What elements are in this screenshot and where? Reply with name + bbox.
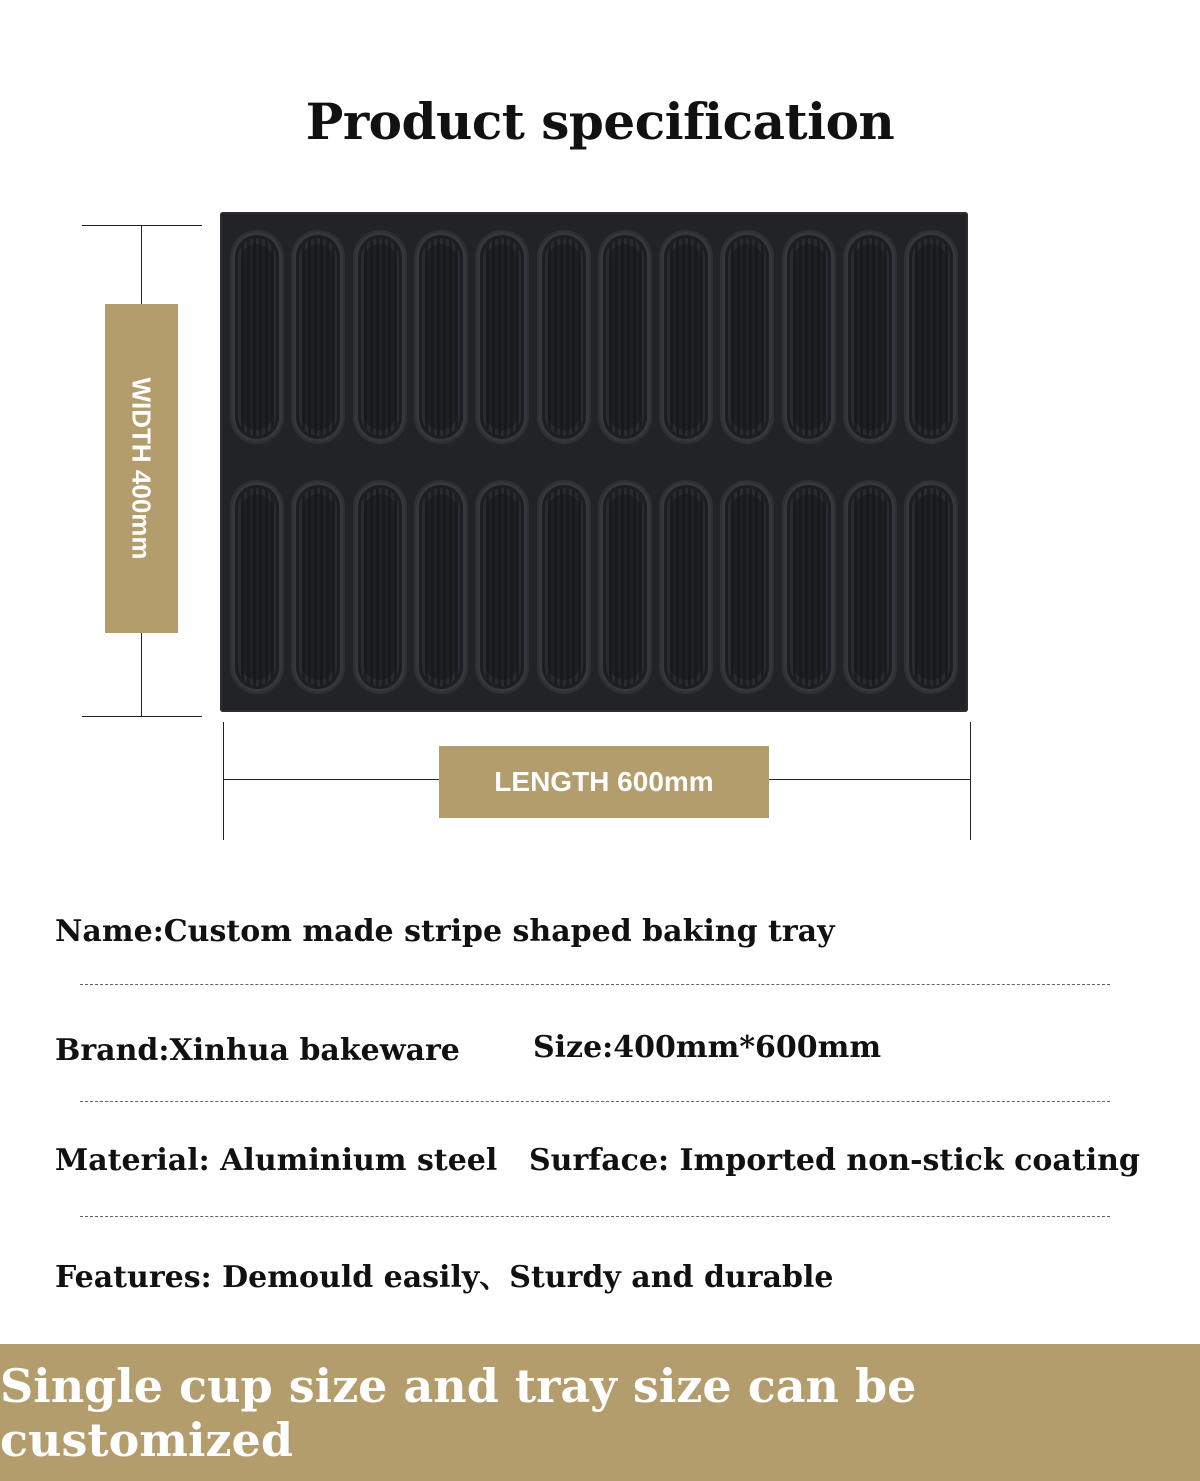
tray-cup <box>722 232 772 442</box>
tray-cup <box>906 232 956 442</box>
length-label: LENGTH 600mm <box>439 746 769 818</box>
tray-cup <box>416 482 466 692</box>
tray-cup <box>845 482 895 692</box>
spec-brand: Brand:Xinhua bakeware <box>55 1033 460 1068</box>
tray-cup <box>539 232 589 442</box>
length-right-tick <box>970 722 971 840</box>
spec-surface: Surface: Imported non-stick coating <box>529 1143 1140 1178</box>
spec-material: Material: Aluminium steel <box>55 1143 498 1178</box>
tray-cup <box>722 482 772 692</box>
length-line-right <box>769 779 970 780</box>
tray-cup <box>232 232 282 442</box>
tray-cup <box>661 232 711 442</box>
tray-cup <box>477 232 527 442</box>
tray-cup <box>600 482 650 692</box>
width-line-upper <box>141 225 142 304</box>
tray-cup <box>293 232 343 442</box>
tray-cup <box>600 232 650 442</box>
tray-cup <box>232 482 282 692</box>
width-bottom-tick <box>82 716 202 717</box>
tray-cup <box>355 482 405 692</box>
divider <box>80 984 1110 985</box>
width-line-lower <box>141 633 142 716</box>
tray-cup <box>293 482 343 692</box>
tray-cup <box>845 232 895 442</box>
spec-size: Size:400mm*600mm <box>533 1030 882 1065</box>
tray-cup <box>661 482 711 692</box>
divider <box>80 1101 1110 1102</box>
tray-cup <box>355 232 405 442</box>
tray-cup <box>784 482 834 692</box>
customization-banner: Single cup size and tray size can be customized <box>0 1344 1200 1481</box>
width-label-text: WIDTH 400mm <box>127 377 158 560</box>
tray-cup <box>906 482 956 692</box>
tray-cup <box>784 232 834 442</box>
divider <box>80 1216 1110 1217</box>
length-line-left <box>223 779 439 780</box>
page-title: Product specification <box>305 92 895 151</box>
width-label <box>105 304 178 633</box>
spec-features: Features: Demould easily、Sturdy and durable <box>55 1260 834 1295</box>
tray-cup <box>416 232 466 442</box>
spec-name: Name:Custom made stripe shaped baking tray <box>55 914 835 949</box>
width-top-tick <box>82 225 202 226</box>
tray-cup <box>477 482 527 692</box>
length-left-tick <box>223 722 224 840</box>
tray-cup <box>539 482 589 692</box>
baking-tray-image <box>220 212 968 712</box>
